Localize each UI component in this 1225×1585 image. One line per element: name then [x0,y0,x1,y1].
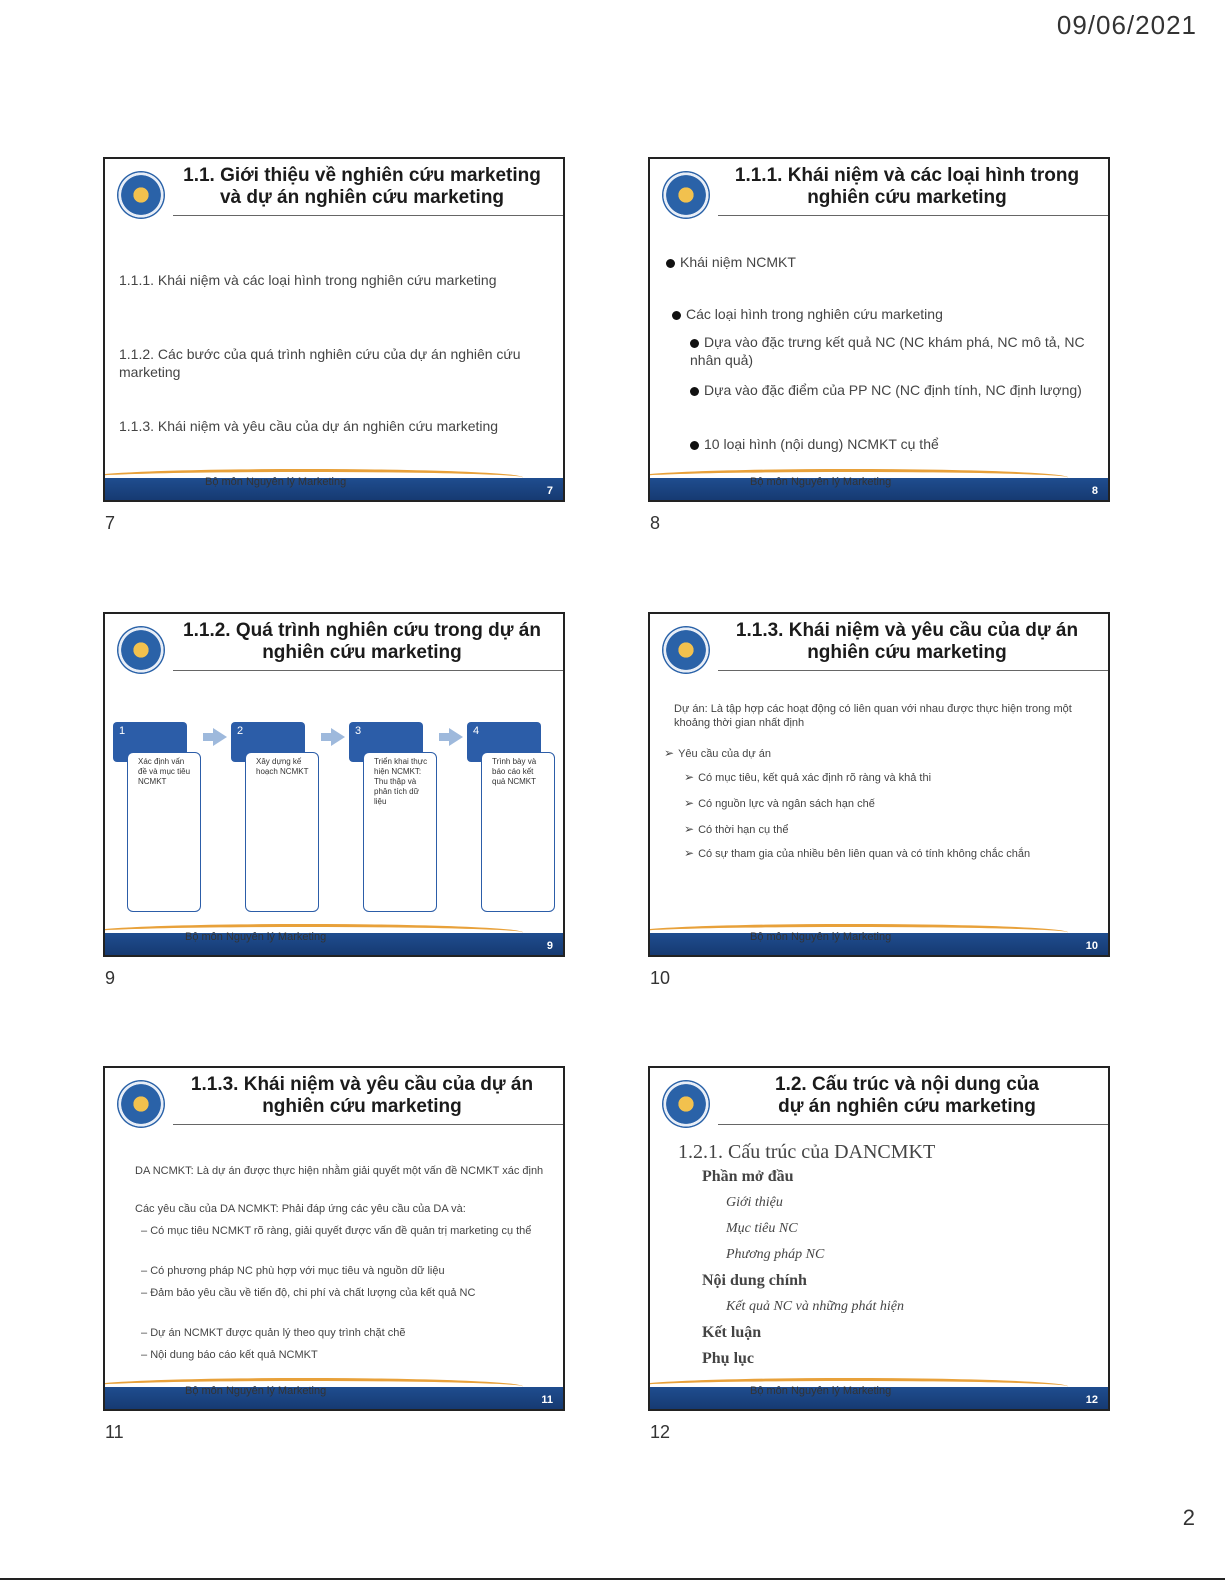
university-logo-icon [117,626,165,674]
part-label: Phụ lục [702,1350,755,1367]
part-subitem: Kết quả NC và những phát hiện [726,1299,904,1314]
list-item: 1.1.3. Khái niệm và yêu cầu của dự án nghiên cứu marketing [119,418,499,434]
title-divider [173,670,563,671]
page-bottom-rule [0,1578,1225,1580]
university-logo-icon [662,171,710,219]
title-divider [718,670,1108,671]
bullet-dot-icon [690,339,699,348]
university-logo-icon [662,626,710,674]
slide-title: 1.1.2. Quá trình nghiên cứu trong dự án nghiên cứu marketing [183,620,541,663]
slide-title: 1.1.3. Khái niệm và yêu cầu của dự án nghiên cứu marketing [190,1074,534,1117]
slide-caption: 7 [105,513,116,533]
part-subitem: Giới thiệu [726,1195,783,1210]
university-logo-icon [662,1080,710,1128]
slide-9 [103,612,565,957]
process-step-box: Xác định vấn đề và mục tiêu NCMKT [127,752,201,912]
arrow-right-icon [449,728,463,746]
slide-footer: Bộ môn Nguyên lý Marketing [750,476,892,488]
slide-footer: Bộ môn Nguyên lý Marketing [750,1385,892,1397]
intro-text: DA NCMKT: Là dự án được thực hiện nhằm giải quyết một vấn đề NCMKT xác định [135,1165,544,1177]
slide-title: 1.1. Giới thiệu về nghiên cứu marketing và dự án nghiên cứu marketing [183,165,541,208]
arrow-bullet-icon: ➢ [664,746,675,760]
slide-footer: Bộ môn Nguyên lý Marketing [750,931,892,943]
slide-number: 11 [541,1394,553,1406]
process-step-header: 3 [349,722,423,762]
slide-footer: Bộ môn Nguyên lý Marketing [185,931,327,943]
sub-bullet-item: ➢ Có nguồn lực và ngân sách hạn chế [684,796,875,810]
slide-number: 7 [546,485,553,497]
slide-10 [648,612,1110,957]
bullet-dot-icon [666,259,675,268]
process-step-box: Trình bày và báo cáo kết quả NCMKT [481,752,555,912]
title-divider [173,1124,563,1125]
sub-bullet-item: ➢ Có thời hạn cụ thể [684,822,789,836]
process-step-header: 1 [113,722,187,762]
slide-7 [103,157,565,502]
bullet-dot-icon [690,387,699,396]
title-divider [173,215,563,216]
title-divider [718,215,1108,216]
bullet-dot-icon [672,311,681,320]
title-divider [718,1124,1108,1125]
slide-11 [103,1066,565,1411]
list-item: – Nội dung báo cáo kết quả NCMKT [141,1349,318,1361]
slide-number: 9 [546,940,553,952]
requirements-intro: Các yêu cầu của DA NCMKT: Phải đáp ứng các yêu cầu của DA và: [135,1203,466,1215]
footer-band [105,933,563,955]
slide-caption: 11 [105,1422,124,1442]
process-step-header: 4 [467,722,541,762]
part-subitem: Mục tiêu NC [726,1221,798,1236]
list-item: – Có phương pháp NC phù hợp với mục tiêu và nguồn dữ liệu [141,1265,445,1277]
slide-footer: Bộ môn Nguyên lý Marketing [205,476,347,488]
slide-number: 12 [1085,1394,1098,1406]
part-label: Nội dung chính [702,1272,807,1289]
list-item: – Đảm bảo yêu cầu về tiến độ, chi phí và chất lượng của kết quả NC [141,1287,476,1299]
slide-caption: 8 [650,513,661,533]
bullet-item: Các loại hình trong nghiên cứu marketing [672,305,943,323]
footer-band [105,1387,563,1409]
slide-footer: Bộ môn Nguyên lý Marketing [185,1385,327,1397]
part-label: Kết luận [702,1324,762,1341]
arrow-bullet-icon: ➢ [684,770,695,784]
process-step-header: 2 [231,722,305,762]
slide-caption: 10 [650,968,671,988]
arrow-bullet-icon: ➢ [684,822,695,836]
arrow-bullet-icon: ➢ [684,796,695,810]
arrow-right-icon [213,728,227,746]
slide-number: 8 [1091,485,1098,497]
sub-bullet-item: 10 loại hình (nội dung) NCMKT cụ thể [690,435,1094,453]
slide-8 [648,157,1110,502]
intro-text: Dự án: Là tập hợp các hoạt động có liên quan với nhau được thực hiện trong một khoảng thời gian nhất định [674,703,1072,729]
sub-bullet-item: ➢ Có sự tham gia của nhiều bên liên quan và có tính không chắc chắn [684,846,1031,860]
slide-caption: 12 [650,1422,671,1442]
university-logo-icon [117,1080,165,1128]
university-logo-icon [117,171,165,219]
slide-title: 1.1.1. Khái niệm và các loại hình trong nghiên cứu marketing [734,165,1080,208]
slide-number: 10 [1085,940,1098,952]
bullet-dot-icon [690,441,699,450]
bullet-item: Khái niệm NCMKT [666,253,796,271]
list-item: – Có mục tiêu NCMKT rõ ràng, giải quyết được vấn đề quản trị marketing cụ thể [141,1225,532,1237]
sub-bullet-item: Dựa vào đặc trưng kết quả NC (NC khám phá, NC mô tả, NC nhân quả) [690,334,1085,368]
section-heading: 1.2.1. Cấu trúc của DANCMKT [678,1141,936,1163]
sub-bullet-item: ➢ Có mục tiêu, kết quả xác định rõ ràng và khả thi [684,770,932,784]
bullet-item: ➢ Yêu cầu của dự án [664,746,772,760]
slide-title: 1.1.3. Khái niệm và yêu cầu của dự án nghiên cứu marketing [735,620,1079,663]
slide-12 [648,1066,1110,1411]
slide-caption: 9 [105,968,116,988]
page-number: 2 [1182,1505,1195,1530]
process-step-box: Triển khai thực hiện NCMKT: Thu thập và phân tích dữ liệu [363,752,437,912]
part-label: Phần mở đầu [702,1168,794,1185]
list-item: – Dự án NCMKT được quản lý theo quy trình chặt chẽ [141,1327,406,1339]
process-step-box: Xây dựng kế hoạch NCMKT [245,752,319,912]
arrow-bullet-icon: ➢ [684,846,695,860]
page-date: 09/06/2021 [1056,10,1197,40]
sub-bullet-item: Dựa vào đặc điểm của PP NC (NC định tính, NC định lượng) [690,381,1094,399]
part-subitem: Phương pháp NC [726,1247,825,1262]
list-item: 1.1.1. Khái niệm và các loại hình trong nghiên cứu marketing [119,272,497,288]
slide-title: 1.2. Cấu trúc và nội dung của dự án nghiên cứu marketing [775,1074,1039,1117]
list-item: 1.1.2. Các bước của quá trình nghiên cứu của dự án nghiên cứu marketing [119,346,521,380]
arrow-right-icon [331,728,345,746]
